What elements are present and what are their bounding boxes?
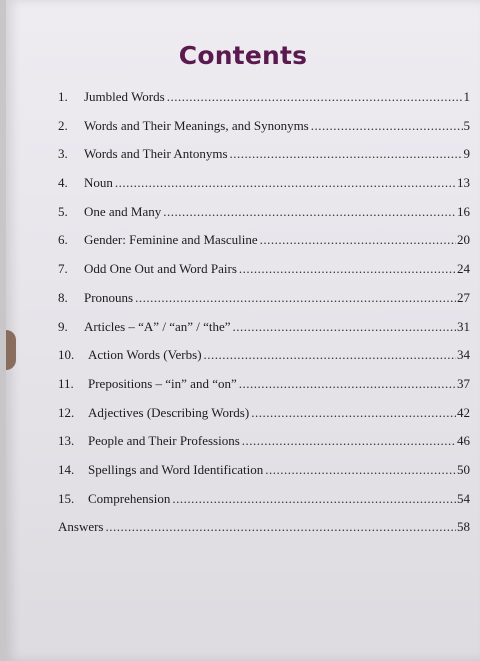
entry-number: 15. (58, 490, 75, 506)
entry-title: Noun (84, 175, 113, 191)
entry-title: Words and Their Antonyms (84, 146, 228, 162)
entry-page-number: 58 (457, 519, 470, 535)
entry-title: People and Their Professions (88, 433, 240, 449)
entry-title: Odd One Out and Word Pairs (84, 261, 237, 277)
entry-number: 11. (58, 375, 74, 391)
entry-number: 5. (58, 203, 68, 219)
entry-title: Jumbled Words (84, 89, 165, 104)
toc-entry (58, 261, 470, 290)
toc-entry (58, 118, 470, 147)
dot-leader (135, 290, 456, 306)
entry-number: 7. (58, 261, 68, 277)
entry-page-number: 20 (457, 232, 470, 248)
dot-leader (311, 118, 463, 134)
toc-entry (58, 175, 470, 204)
entry-number: 2. (58, 117, 68, 133)
dot-leader (260, 232, 456, 248)
toc-entry (58, 491, 470, 520)
entry-page-number: 42 (457, 404, 470, 420)
entry-title: Gender: Feminine and Masculine (84, 232, 258, 248)
dot-leader (204, 347, 456, 363)
entry-number: 6. (58, 232, 68, 248)
toc-entry (58, 405, 470, 434)
dot-leader (167, 89, 463, 105)
dot-leader (242, 433, 456, 449)
entry-title: Pronouns (84, 289, 134, 305)
entry-page-number: 54 (457, 490, 470, 506)
entry-title: Action Words (Verbs) (88, 347, 202, 363)
entry-title: Spellings and Word Identification (88, 461, 264, 477)
entry-page-number: 13 (457, 175, 470, 191)
entry-page-number: 31 (457, 318, 470, 334)
entry-title: Adjectives (Describing Words) (88, 404, 250, 420)
entry-page-number: 37 (457, 375, 470, 391)
entry-page-number: 9 (463, 146, 470, 162)
dot-leader (172, 491, 456, 507)
entry-page-number: 5 (463, 117, 470, 133)
toc-entry-answers (58, 519, 470, 548)
dot-leader (239, 261, 456, 277)
entry-number: 4. (58, 175, 68, 191)
toc-entry (58, 232, 470, 261)
toc-entry (58, 319, 470, 348)
entry-number: 9. (58, 318, 68, 334)
entry-title: Words and Their Meanings, and Synonyms (84, 117, 309, 133)
toc-entry (58, 376, 470, 405)
entry-page-number: 27 (457, 289, 470, 305)
table-of-contents (58, 89, 470, 548)
entry-number: 1. (58, 89, 68, 104)
toc-entry (58, 146, 470, 175)
dot-leader (233, 319, 456, 335)
entry-title: Comprehension (88, 490, 171, 506)
entry-page-number: 50 (457, 461, 470, 477)
toc-entry (58, 290, 470, 319)
entry-number: 3. (58, 146, 68, 162)
dot-leader (115, 175, 456, 191)
page-edge-decoration (6, 330, 16, 370)
toc-entry (58, 204, 470, 233)
entry-title: One and Many (84, 203, 162, 219)
dot-leader (251, 405, 456, 421)
dot-leader (106, 519, 457, 535)
entry-number: 14. (58, 461, 75, 477)
entry-number: 10. (58, 347, 75, 363)
page-title: Contents (178, 40, 308, 70)
entry-title: Answers (58, 519, 104, 535)
entry-page-number: 24 (457, 261, 470, 277)
dot-leader (163, 204, 456, 220)
toc-entry (58, 347, 470, 376)
entry-title: Prepositions – “in” and “on” (88, 375, 237, 391)
entry-page-number: 34 (457, 347, 470, 363)
entry-title: Articles – “A” / “an” / “the” (84, 318, 231, 334)
toc-entry (58, 89, 470, 118)
entry-page-number: 1 (463, 89, 470, 104)
entry-number: 13. (58, 433, 75, 449)
dot-leader (239, 376, 456, 392)
entry-number: 8. (58, 289, 68, 305)
entry-page-number: 46 (457, 433, 470, 449)
dot-leader (230, 146, 463, 162)
dot-leader (265, 462, 456, 478)
toc-entry (58, 433, 470, 462)
toc-entry (58, 462, 470, 491)
entry-number: 12. (58, 404, 75, 420)
book-page (6, 0, 480, 661)
entry-page-number: 16 (457, 203, 470, 219)
